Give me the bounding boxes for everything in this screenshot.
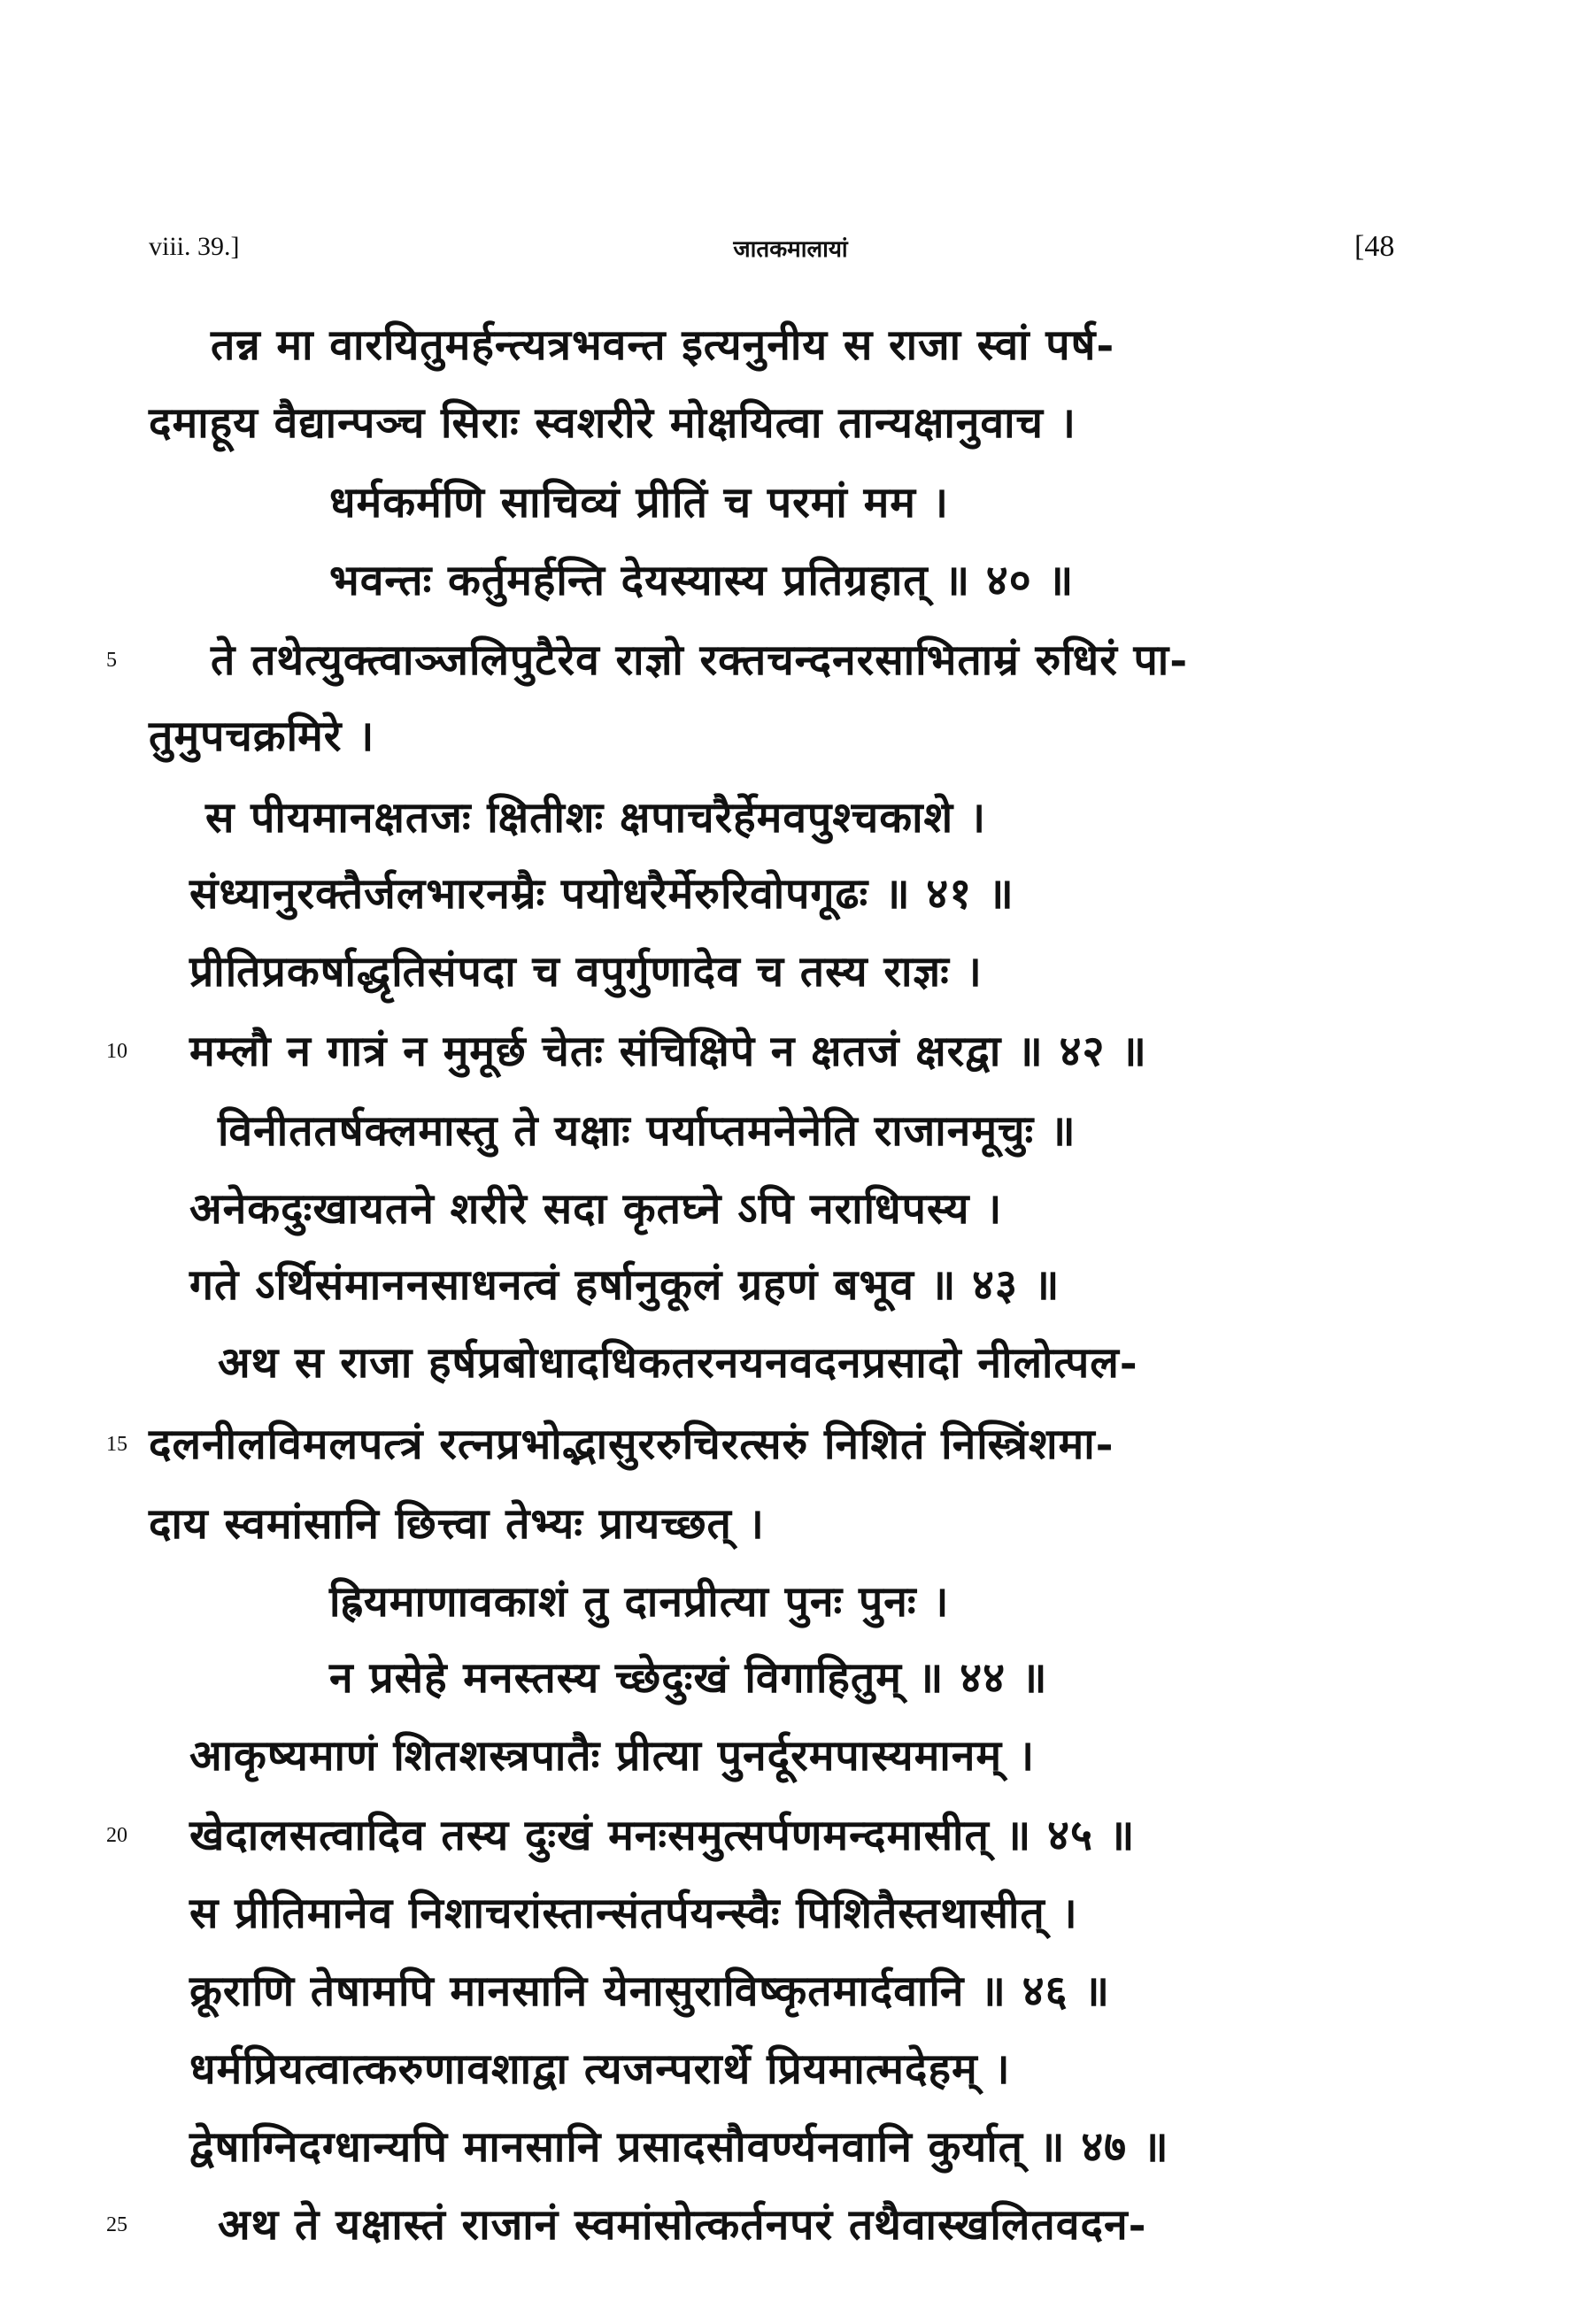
line-number: 15 bbox=[106, 1433, 127, 1456]
text-line: अथ स राजा हर्षप्रबोधादधिकतरनयनवदनप्रसादो नीलोत्पल- bbox=[218, 1338, 1138, 1388]
verse-line: अनेकदुःखायतने शरीरे सदा कृतघ्ने ऽपि नराधिपस्य । bbox=[189, 1184, 1003, 1234]
text-line: अथ ते यक्षास्तं राजानं स्वमांसोत्कर्तनपरं तथैवास्खलितवदन- bbox=[218, 2200, 1147, 2250]
line-number: 20 bbox=[106, 1824, 127, 1847]
verse-line: द्वेषाग्निदग्धान्यपि मानसानि प्रसादसौवर्ण्यनवानि कुर्यात् ॥ ४७ ॥ bbox=[189, 2122, 1169, 2172]
verse-line: मम्लौ न गात्रं न मुमूर्छ चेतः संचिक्षिपे न क्षतजं क्षरद्वा ॥ ४२ ॥ bbox=[189, 1027, 1147, 1076]
text-line: दमाहूय वैद्यान्पञ्च सिराः स्वशरीरे मोक्षयित्वा तान्यक्षानुवाच । bbox=[149, 398, 1076, 448]
text-line: तन्न मा वारयितुमर्हन्त्यत्रभवन्त इत्यनुनीय स राजा स्वां पर्ष- bbox=[211, 320, 1115, 370]
verse-line: धर्मप्रियत्वात्करुणावशाद्वा त्यजन्परार्थे प्रियमात्मदेहम् । bbox=[189, 2044, 1011, 2094]
text-line: ते तथेत्युक्त्वाञ्जलिपुटैरेव राज्ञो रक्तचन्दनरसाभिताम्रं रुधिरं पा- bbox=[211, 635, 1189, 685]
verse-line: स पीयमानक्षतजः क्षितीशः क्षपाचरैर्हेमवपुश्चकाशे । bbox=[205, 793, 987, 843]
line-number: 10 bbox=[106, 1040, 127, 1063]
verse-line: भवन्तः कर्तुमर्हन्ति देयस्यास्य प्रतिग्रहात् ॥ ४० ॥ bbox=[329, 556, 1075, 605]
line-number: 25 bbox=[106, 2213, 127, 2236]
verse-line: धर्मकर्मणि साचिव्यं प्रीतिं च परमां मम । bbox=[329, 478, 949, 527]
verse-line: न प्रसेहे मनस्तस्य च्छेदुःखं विगाहितुम् ॥ ४४ ॥ bbox=[329, 1653, 1048, 1703]
page-number: [48 bbox=[1354, 230, 1395, 263]
chapter-verse-ref: viii. 39.] bbox=[149, 232, 240, 261]
text-line: विनीततर्षक्लमास्तु ते यक्षाः पर्याप्तमनेनेति राजानमूचुः ॥ bbox=[218, 1106, 1076, 1156]
verse-line: क्रूराणि तेषामपि मानसानि येनासुराविष्कृतमार्दवानि ॥ ४६ ॥ bbox=[189, 1966, 1110, 2016]
verse-line: खेदालसत्वादिव तस्य दुःखं मनःसमुत्सर्पणमन्दमासीत् ॥ ४५ ॥ bbox=[189, 1811, 1136, 1860]
verse-line: प्रीतिप्रकर्षाद्धृतिसंपदा च वपुर्गुणादेव च तस्य राज्ञः । bbox=[189, 947, 983, 997]
running-head bbox=[0, 232, 1581, 267]
verse-line: गते ऽर्थिसंमाननसाधनत्वं हर्षानुकूलं ग्रहणं बभूव ॥ ४३ ॥ bbox=[189, 1260, 1060, 1310]
verse-line: संध्यानुरक्तैर्जलभारनम्रैः पयोधरैर्मेरुरिवोपगूढः ॥ ४१ ॥ bbox=[189, 869, 1014, 919]
verse-line: ह्रियमाणावकाशं तु दानप्रीत्या पुनः पुनः । bbox=[329, 1577, 950, 1627]
text-line: दाय स्वमांसानि छित्त्वा तेभ्यः प्रायच्छत् । bbox=[149, 1499, 765, 1549]
text-line: तुमुपचक्रमिरे । bbox=[149, 712, 375, 761]
verse-line: स प्रीतिमानेव निशाचरांस्तान्संतर्पयन्स्वैः पिशितैस्तथासीत् । bbox=[189, 1889, 1078, 1938]
book-title: जातकमालायां bbox=[733, 236, 848, 262]
text-line: दलनीलविमलपत्त्रं रत्नप्रभोद्भासुररुचिरत्सरुं निशितं निस्त्रिंशमा- bbox=[149, 1420, 1114, 1469]
verse-line: आकृष्यमाणं शितशस्त्रपातैः प्रीत्या पुनर्दूरमपास्यमानम् । bbox=[189, 1731, 1036, 1781]
line-number: 5 bbox=[106, 649, 117, 672]
